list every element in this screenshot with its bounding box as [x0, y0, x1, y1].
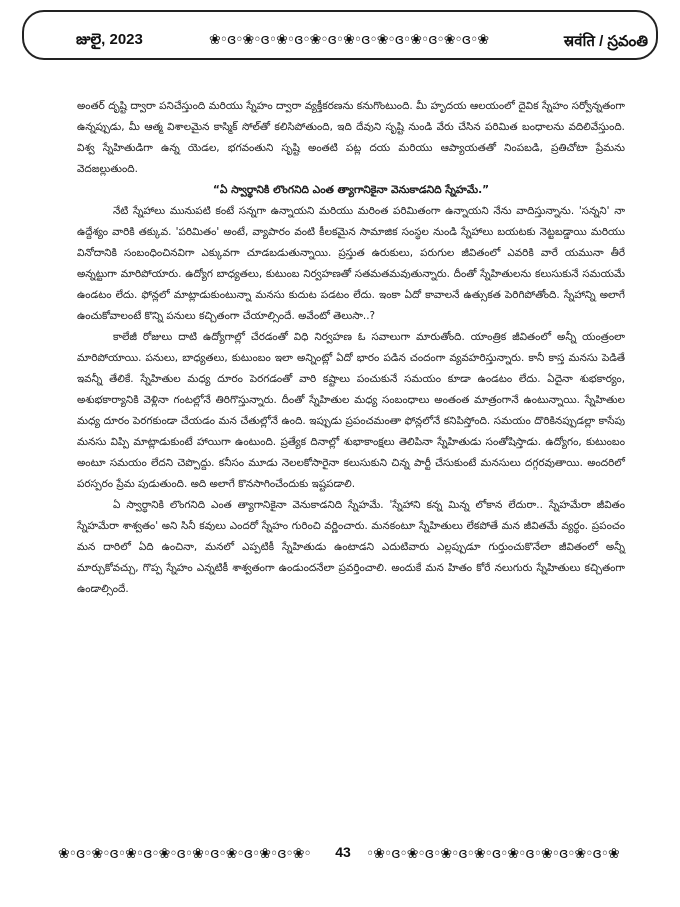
page-footer	[58, 844, 626, 866]
paragraph-4: ఏ స్వార్థానికి లొంగనిది ఎంత త్యాగానికైనా వెనుకాడనిది స్నేహమే. 'స్నేహాని కన్న మిన్న లోకాన లేదురా.. స్నేహమేరా జీవితం స్నేహమేరా శాశ్వతం' అని సినీ కవులు ఎందరో స్నేహం గురించి వర్ణించారు. మనకంటూ స్నేహితులు లేకపోతే మన జీవితమే వ్యర్థం. ప్రపంచం మన దారిలో ఏది ఉంచినా, మనలో ఎప్పటికీ స్నేహితుడు ఉంటాడని ఎదుటివారు ఎల్లప్పుడూ గుర్తుంచుకొనేలా జీవితంలో అన్నీ మార్చుకోవచ్చు, గొప్ప స్నేహం ఎన్నటికీ శాశ్వతంగా ఉండుందనేలా ప్రవర్తించాలి. అందుకే మన హితం కోరే నలుగురు స్నేహితులు కచ్చితంగా ఉండాల్సిందే.	[77, 499, 625, 595]
footer-ornament-right: ◦❀◦ɞ◦❀◦ɞ◦❀◦ɞ◦❀◦ɞ◦❀◦ɞ◦❀◦ɞ◦❀◦ɞ◦❀	[366, 846, 619, 862]
issue-date: జులై, 2023	[76, 31, 143, 48]
paragraph-1: అంతర్ దృష్టి ద్వారా పనిచేస్తుంది మరియు స్నేహం ద్వారా వ్యక్తీకరణను కనుగొంటుంది. మీ హృదయ ఆలయంలో దైవిక స్నేహం సర్వోన్నతంగా ఉన్నప్పుడు, మీ ఆత్మ విశాలమైన కాస్మిక్ సోల్‌తో కలిసిపోతుంది, ఇది దేవుని సృష్టి నుండి వేరు చేసిన పరిమిత బంధాలను వదిలివేస్తుంది. విశ్వ స్నేహితుడిగా ఉన్న యెడల, భగవంతుని సృష్టి అంతటి పట్ల దయ మరియు ఆప్యాయతతో నింపబడి, ప్రతిచోటా ప్రేమను వెదజల్లుతుంది.	[77, 100, 625, 175]
magazine-title: स्रवंति / స్రవంతి	[563, 33, 648, 50]
paragraph-3: కాలేజీ రోజులు దాటి ఉద్యోగాల్లో చేరడంతో విధి నిర్వహణ ఓ సవాలుగా మారుతోంది. యాంత్రిక జీవితంలో అన్నీ యంత్రంలా మారిపోయాయి. పనులు, బాధ్యతలు, కుటుంబం ఇలా అన్నింట్లో ఏదో భారం పడిన చందంగా వ్యవహరిస్తున్నారు. కానీ కాస్త మనసు పెడితే ఇవన్నీ తేలికే. స్నేహితుల మధ్య దూరం పెరగడంతో వారి కష్టాలు పంచుకునే సమయం కూడా ఉండటం లేదు. ఏదైనా శుభకార్యం, అశుభకార్యానికి వెళ్లినా గంటల్లోనే తిరిగొస్తున్నారు. దీంతో స్నేహితుల మధ్య సంబంధాలు అంతంత మాత్రంగానే ఉంటున్నాయి. స్నేహితుల మధ్య దూరం పెరగకుండా చేయడం మన చేతుల్లోనే ఉంది. ఇప్పుడు ప్రపంచమంతా ఫోన్లలోనే కనిపిస్తోంది. సమయం దొరికినప్పుడల్లా కాసేపు మనసు విప్పి మాట్లాడుకుంటే హాయిగా ఉంటుంది. ప్రత్యేక దినాల్లో శుభాకాంక్షలు తెలిపినా స్నేహితుడు సంతోషిస్తాడు. ఉద్యోగం, కుటుంబం అంటూ సమయం లేదని చెప్పొద్దు. కనీసం మూడు నెలలకోసారైనా కలుసుకుని చిన్న పార్టీ చేసుకుంటే మనసులు దగ్గరవుతాయి. అందరిలో పరస్పరం ప్రేమ పుడుతుంది. అది అలాగే కొనసాగించేందుకు ఇష్టపడాలి.	[77, 331, 625, 490]
page-number: 43	[335, 844, 351, 860]
article-body	[77, 96, 625, 600]
header-ornament: ❀◦ɞ◦❀◦ɞ◦❀◦ɞ◦❀◦ɞ◦❀◦ɞ◦❀◦ɞ◦❀◦ɞ◦❀◦ɞ◦❀	[209, 32, 489, 48]
footer-ornament-left: ❀◦ɞ◦❀◦ɞ◦❀◦ɞ◦❀◦ɞ◦❀◦ɞ◦❀◦ɞ◦❀◦ɞ◦❀◦	[58, 846, 311, 862]
page-header	[22, 10, 658, 60]
paragraph-2: నేటి స్నేహాలు మునుపటి కంటే సన్నగా ఉన్నాయని మరియు మరింత పరిమితంగా ఉన్నాయని నేను వాదిస్తున్నాను. 'సన్నని' నా ఉద్దేశ్యం వారికి తక్కువ. 'పరిమితం' అంటే, వ్యాపారం వంటి కీలకమైన సామాజిక సంస్థల నుండి స్నేహాలు బయటకు నెట్టబడ్డాయి మరియు వినోదానికి సంబంధించినవిగా ఎక్కువగా చూడబడుతున్నాయి. ప్రస్తుత ఉరుకులు, పరుగుల జీవితంలో ఎవరికి వారే యమునా తీరే అన్నట్టుగా మారిపోయారు. ఉద్యోగ బాధ్యతలు, కుటుంబ నిర్వహణతో సతమతమవుతున్నారు. దీంతో స్నేహితులను కలుసుకునే సమయమే ఉండటం లేదు. ఫోన్లలో మాట్లాడుకుంటున్నా మనసు కుదుట పడటం లేదు. ఇంకా ఏదో కావాలనే ఉత్సుకత పెరిగిపోతోంది. స్నేహాన్ని అలాగే ఉంచుకోవాలంటే కొన్ని పనులు కచ్చితంగా చేయాల్సిందే. అవేంటో తెలుసా..?	[77, 205, 625, 322]
pull-quote: “ఏ స్వార్థానికి లొంగనిది ఎంత త్యాగానికైనా వెనుకాడనిది స్నేహమే.”	[212, 184, 490, 196]
